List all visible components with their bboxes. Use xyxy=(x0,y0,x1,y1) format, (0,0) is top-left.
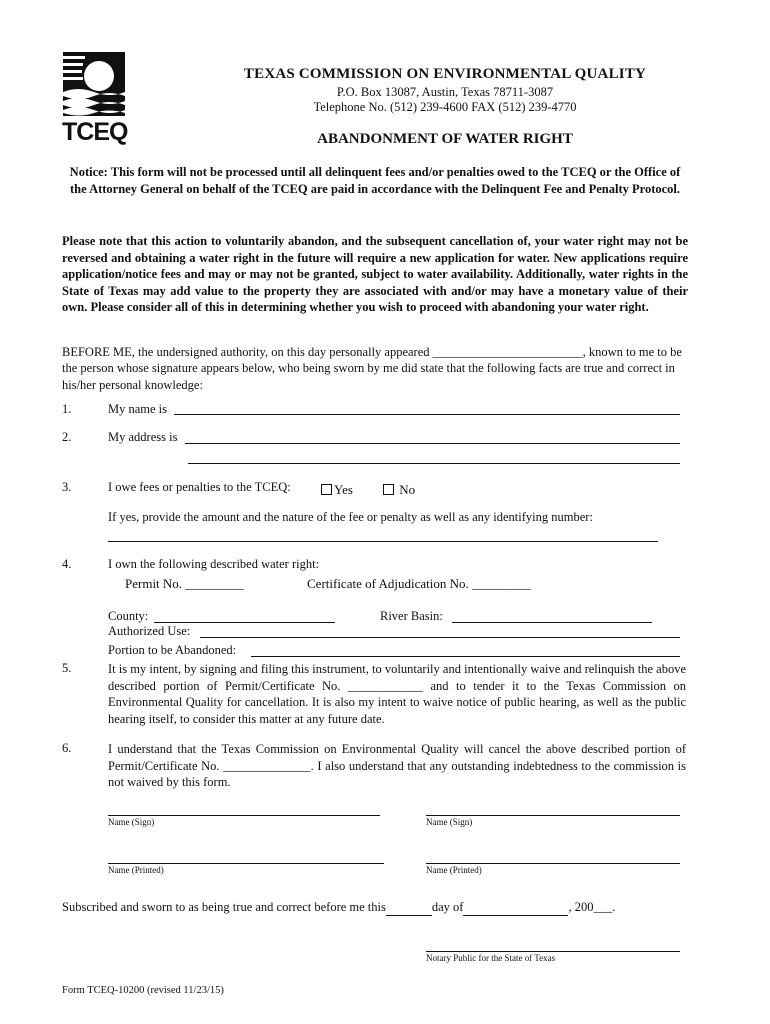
portion-abandoned-label: Portion to be Abandoned: xyxy=(108,643,237,657)
agency-name: TEXAS COMMISSION ON ENVIRONMENTAL QUALITY xyxy=(243,66,647,82)
portion-abandoned-field[interactable] xyxy=(251,656,680,657)
county-label: County: xyxy=(108,609,149,623)
item-3-label: I owe fees or penalties to the TCEQ: xyxy=(108,480,291,494)
authorized-use-field[interactable] xyxy=(200,637,680,638)
certificate-number-field[interactable]: Certificate of Adjudication No. _________ xyxy=(307,576,531,591)
no-option[interactable] xyxy=(383,482,415,498)
yes-checkbox[interactable] xyxy=(321,484,332,495)
notary-label: Notary Public for the State of Texas xyxy=(426,953,556,963)
name-field[interactable] xyxy=(174,414,680,415)
form-title: ABANDONMENT OF WATER RIGHT xyxy=(317,131,573,147)
printed-name-line-right[interactable] xyxy=(426,863,680,864)
county-field[interactable] xyxy=(154,622,335,623)
river-basin-field[interactable] xyxy=(452,622,652,623)
signature-line-left[interactable] xyxy=(108,815,380,816)
item-3-number: 3. xyxy=(62,480,72,494)
agency-address: P.O. Box 13087, Austin, Texas 78711-3087 xyxy=(336,85,554,99)
item-5-statement: It is my intent, by signing and filing this instrument, to voluntarily and intentionally waive and relinquish the above described portion of Permit/Certificate No. ____________ and to tender it to the Texas Commission on Environmental Quality for cancellation. It is also my intent to waive notice of public hearing, as well as the public hearing itself, to consider this matter at any future date. xyxy=(108,662,686,726)
day-field[interactable] xyxy=(386,900,432,916)
yes-option[interactable] xyxy=(321,482,353,498)
month-field[interactable] xyxy=(463,900,568,916)
name-sign-right-label: Name (Sign) xyxy=(426,817,473,827)
form-number: Form TCEQ-10200 (revised 11/23/15) xyxy=(62,985,224,996)
item-4-number: 4. xyxy=(62,557,72,571)
item-1-label: My name is xyxy=(108,402,168,416)
no-label: No xyxy=(399,482,416,497)
subscribed-text: Subscribed and sworn to as being true and correct before me this xyxy=(62,900,386,914)
address-field-line-1[interactable] xyxy=(185,443,680,444)
fee-details-field[interactable] xyxy=(108,541,658,542)
permit-number-field[interactable]: Permit No. _________ xyxy=(125,576,244,591)
no-checkbox[interactable] xyxy=(383,484,394,495)
name-sign-left-label: Name (Sign) xyxy=(108,817,155,827)
abandonment-warning: Please note that this action to voluntarily abandon, and the subsequent cancellation of, your water right may not be reversed and obtaining a water right in the future will require a new application for water. New applications require application/notice fees and may or may not be granted, subject to water availability. Additionally, water rights in the State of Texas may add value to the property they are associated with and/or may have a monetary value of their own. Please consider all of this in determining whether you wish to proceed with abandoning your water right. xyxy=(62,234,688,315)
item-1-number: 1. xyxy=(62,402,72,416)
delinquent-fee-notice: Notice: This form will not be processed until all delinquent fees and/or penalties owed to the TCEQ or the Office of the Attorney General on behalf of the TCEQ are paid in accordance with the Delinquent Fee and Penalty Protocol. xyxy=(69,165,681,196)
item-6-number: 6. xyxy=(62,741,72,755)
subscribed-sworn-statement xyxy=(62,900,615,916)
notary-signature-line[interactable] xyxy=(426,951,680,952)
before-me-statement: BEFORE ME, the undersigned authority, on this day personally appeared ________________________, known to me to be the person whose signature appears below, who being sworn by me did state that the following facts are true and correct in his/her personal knowledge: xyxy=(62,345,682,392)
item-4-label: I own the following described water right: xyxy=(108,557,320,571)
item-2-label: My address is xyxy=(108,430,178,444)
year-text: , 200___. xyxy=(568,900,616,914)
item-3-followup: If yes, provide the amount and the nature of the fee or penalty as well as any identifying number: xyxy=(108,510,593,524)
name-printed-left-label: Name (Printed) xyxy=(108,865,164,875)
authorized-use-label: Authorized Use: xyxy=(108,624,191,638)
agency-phone: Telephone No. (512) 239-4600 FAX (512) 239-4770 xyxy=(313,100,577,114)
river-basin-label: River Basin: xyxy=(380,609,443,623)
day-of-text: day of xyxy=(431,900,464,914)
item-2-number: 2. xyxy=(62,430,72,444)
item-6-statement: I understand that the Texas Commission on Environmental Quality will cancel the above described portion of Permit/Certificate No. ______________. I also understand that any outstanding indebtedness to the commission is not waived by this form. xyxy=(108,742,686,790)
signature-line-right[interactable] xyxy=(426,815,680,816)
logo-wordmark: TCEQ xyxy=(62,118,128,146)
yes-label: Yes xyxy=(334,482,353,497)
printed-name-line-left[interactable] xyxy=(108,863,384,864)
address-field-line-2[interactable] xyxy=(188,463,680,464)
name-printed-right-label: Name (Printed) xyxy=(426,865,482,875)
item-5-number: 5. xyxy=(62,661,72,675)
